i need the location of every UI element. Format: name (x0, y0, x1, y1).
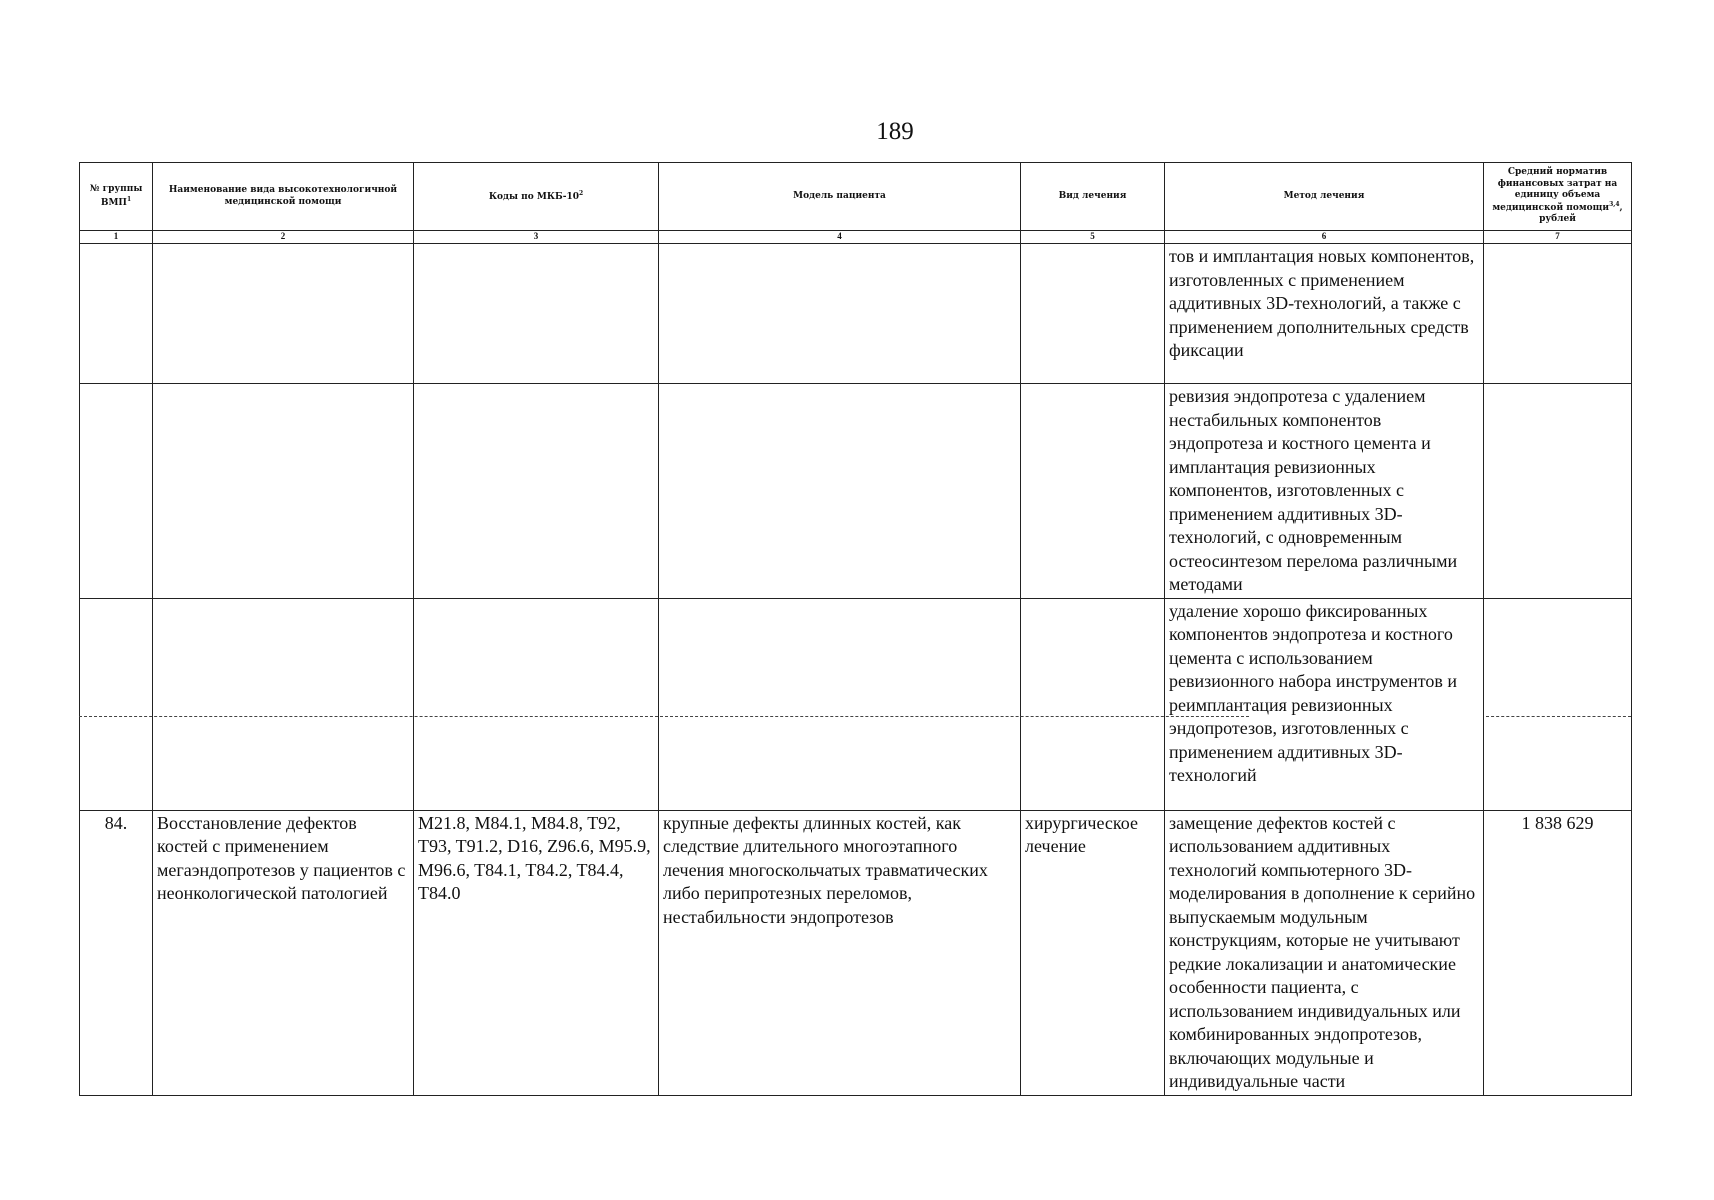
table-row (80, 244, 1632, 384)
icd-codes-cell (414, 598, 659, 810)
dashed-separator-line (79, 716, 1249, 717)
patient-model-cell (659, 244, 1021, 384)
column-number: 1 (80, 231, 153, 244)
icd-codes-cell: M21.8, M84.1, M84.8, T92, T93, T91.2, D16, Z96.6, M95.9, M96.6, T84.1, T84.2, T84.4, T84.0 (414, 810, 659, 1095)
header-icd-codes: Коды по МКБ-$10^2$ (414, 163, 659, 231)
header-treatment-method: Метод лечения (1165, 163, 1484, 231)
group-number-cell (80, 384, 153, 599)
column-number: 6 (1165, 231, 1484, 244)
treatment-type-cell (1021, 244, 1165, 384)
column-number: 4 (659, 231, 1021, 244)
care-type-name-cell (153, 598, 414, 810)
treatment-type-cell (1021, 598, 1165, 810)
page-number: 189 (876, 118, 914, 145)
column-number: 3 (414, 231, 659, 244)
header-group-number: № группы ВМП$^1$ (80, 163, 153, 231)
group-number-cell: 84. (80, 810, 153, 1095)
table-row (80, 384, 1632, 599)
treatment-method-cell: удаление хорошо фиксированных компонентов эндопротеза и костного цемента с использованием ревизионного набора инструментов и реимплантация ревизионных эндопротезов, изготовленных с применением аддитивных 3D-технологий (1165, 598, 1484, 810)
patient-model-cell (659, 598, 1021, 810)
table-row (80, 810, 1632, 1095)
header-row (80, 163, 1632, 231)
treatment-method-cell: тов и имплантация новых компонентов, изготовленных с применением аддитивных 3D-технологий, а также с применением дополнительных средств фиксации (1165, 244, 1484, 384)
average-cost-cell (1484, 598, 1632, 810)
icd-codes-cell (414, 384, 659, 599)
average-cost-cell (1484, 384, 1632, 599)
average-cost-cell (1484, 244, 1632, 384)
header-patient-model: Модель пациента (659, 163, 1021, 231)
treatment-type-cell: хирургическое лечение (1021, 810, 1165, 1095)
patient-model-cell: крупные дефекты длинных костей, как следствие длительного многоэтапного лечения многоскольчатых травматических либо перипротезных переломов, нестабильности эндопротезов (659, 810, 1021, 1095)
header-care-type-name: Наименование вида высокотехнологичной медицинской помощи (153, 163, 414, 231)
treatment-method-cell: замещение дефектов костей с использованием аддитивных технологий компьютерного 3D-моделирования в дополнение к серийно выпускаемым модульным конструкциям, которые не учитывают редкие локализации и анатомические особенности пациента, с использованием индивидуальных или комбинированных эндопротезов, включающих модульные и индивидуальные части (1165, 810, 1484, 1095)
column-number: 5 (1021, 231, 1165, 244)
patient-model-cell (659, 384, 1021, 599)
header-average-cost: Средний норматив финансовых затрат на единицу объема медицинской помощи$^{3,4}$, рублей (1484, 163, 1632, 231)
group-number-cell (80, 244, 153, 384)
treatment-type-cell (1021, 384, 1165, 599)
header-treatment-type: Вид лечения (1021, 163, 1165, 231)
column-number: 7 (1484, 231, 1632, 244)
column-number-row (80, 231, 1632, 244)
group-number-cell (80, 598, 153, 810)
vmp-table (79, 162, 1632, 1096)
care-type-name-cell (153, 384, 414, 599)
icd-codes-cell (414, 244, 659, 384)
table-row (80, 598, 1632, 810)
dashed-separator-line (1486, 716, 1631, 717)
average-cost-cell: 1 838 629 (1484, 810, 1632, 1095)
treatment-method-cell: ревизия эндопротеза с удалением нестабильных компонентов эндопротеза и костного цемента и имплантация ревизионных компонентов, изготовленных с применением аддитивных 3D-технологий, с одновременным остеосинтезом перелома различными методами (1165, 384, 1484, 599)
column-number: 2 (153, 231, 414, 244)
care-type-name-cell (153, 244, 414, 384)
care-type-name-cell: Восстановление дефектов костей с применением мегаэндопротезов у пациентов с неонкологической патологией (153, 810, 414, 1095)
